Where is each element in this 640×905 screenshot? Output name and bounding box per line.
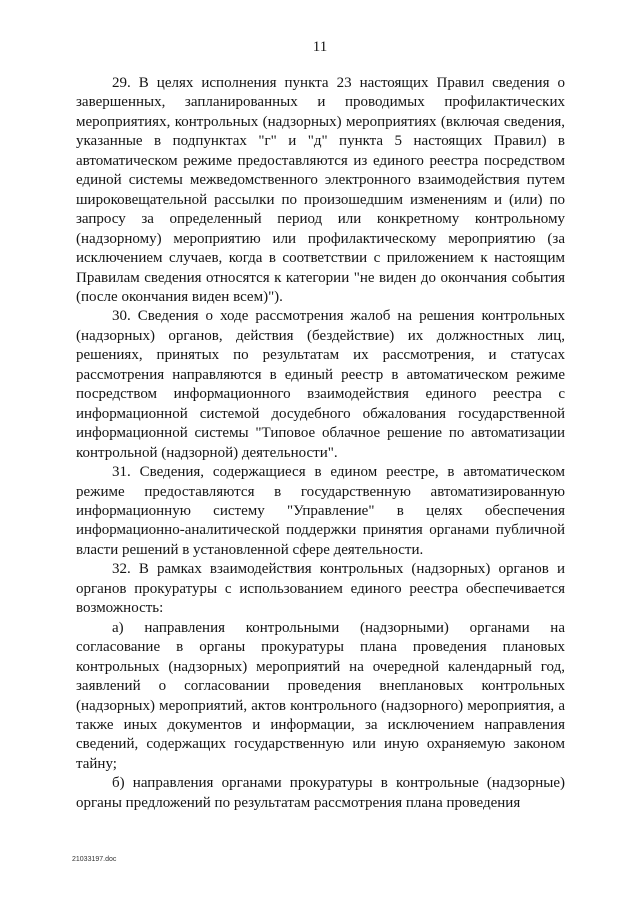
paragraph-32-item-a: а) направления контрольными (надзорными) органами на согласование в органы прокуратуры плана проведения плановых контрольных (надзорных) мероприятий на очередной календарный год, заявлений о согласовании проведения внеплановых контрольных (надзорных) мероприятий, актов контрольного (надзорного) мероприятия, а также иных документов и информации, за исключением направления сведений, содержащих государственную или иную охраняемую законом тайну;	[76, 619, 565, 772]
paragraph-32-item-b: б) направления органами прокуратуры в контрольные (надзорные) органы предложений по результатам рассмотрения плана проведения	[76, 775, 565, 811]
page-number: 11	[312, 39, 328, 55]
paragraph-30: 30. Сведения о ходе рассмотрения жалоб на решения контрольных (надзорных) органов, действия (бездействие) их должностных лиц, решениях, принятых по результатам их рассмотрения, и статусах рассмотрения направляются в единый реестр в автоматическом режиме посредством информационного взаимодействия единого реестра с информационной системой досудебного обжалования государственной информационной системы "Типовое облачное решение по автоматизации контрольной (надзорной) деятельности".	[76, 308, 565, 461]
document-body	[76, 74, 565, 813]
paragraph-32: 32. В рамках взаимодействия контрольных (надзорных) органов и органов прокуратуры с использованием единого реестра обеспечивается возможность:	[76, 561, 565, 617]
footer-filename: 21033197.doc	[72, 856, 117, 863]
paragraph-29: 29. В целях исполнения пункта 23 настоящих Правил сведения о завершенных, запланированных и проводимых профилактических мероприятиях, контрольных (надзорных) мероприятиях (включая сведения, указанные в подпунктах "г" и "д" пункта 5 настоящих Правил) в автоматическом режиме предоставляются из единого реестра посредством единой системы межведомственного электронного взаимодействия путем широковещательной рассылки по произошедшим изменениям и (или) по запросу за определенный период или конкретному контрольному (надзорному) мероприятию или профилактическому мероприятию (за исключением случаев, когда в соответствии с приложением к настоящим Правилам сведения относятся к категории "не виден до окончания события (после окончания виден всем)").	[76, 75, 565, 305]
paragraph-31: 31. Сведения, содержащиеся в едином реестре, в автоматическом режиме предоставляются в государственную автоматизированную информационную систему "Управление" в целях обеспечения информационно-аналитической поддержки принятия органами публичной власти решений в установленной сфере деятельности.	[76, 464, 565, 558]
